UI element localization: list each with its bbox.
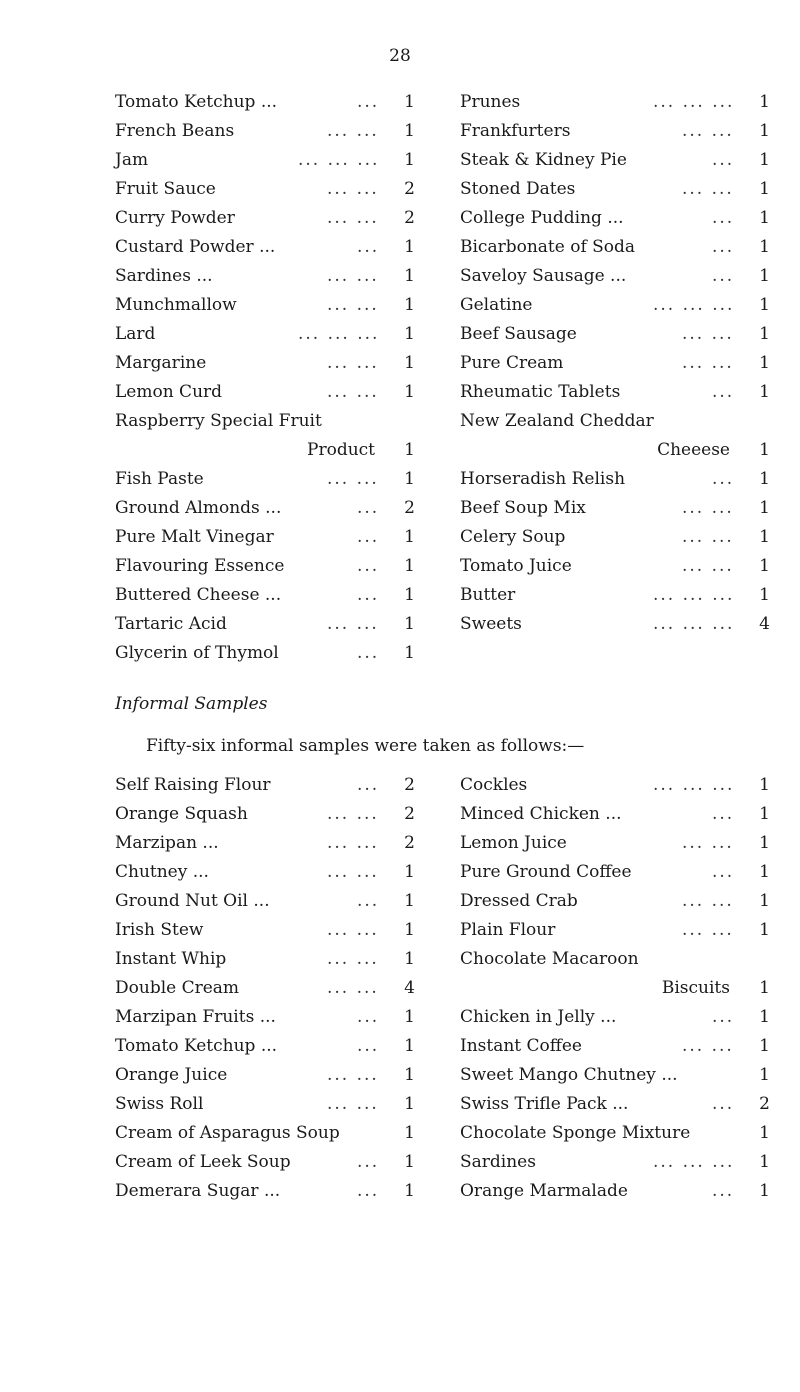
item-count: 1 <box>404 862 415 882</box>
item-name: Raspberry Special Fruit <box>115 411 322 431</box>
item-name: Swiss Trifle Pack ... <box>460 1094 629 1114</box>
item-count: 1 <box>759 121 770 141</box>
item-count: 2 <box>404 498 415 518</box>
leader-dots: ... ... <box>327 295 379 315</box>
list-item <box>460 1032 770 1061</box>
item-count: 1 <box>759 266 770 286</box>
leader-dots: ... ... <box>327 978 379 998</box>
leader-dots: ... ... ... <box>653 92 735 112</box>
item-count: 1 <box>404 527 415 547</box>
list-item <box>115 320 415 349</box>
leader-dots: ... ... <box>327 862 379 882</box>
item-count: 1 <box>759 1007 770 1027</box>
item-count: 1 <box>404 614 415 634</box>
list-item <box>115 204 415 233</box>
list-item <box>460 552 770 581</box>
item-name: Prunes <box>460 92 521 112</box>
item-name: Beef Soup Mix <box>460 498 586 518</box>
list-item <box>460 1119 770 1148</box>
item-count: 1 <box>759 775 770 795</box>
leader-dots: ... ... <box>327 614 379 634</box>
item-name: Lard <box>115 324 156 344</box>
list-item <box>460 945 770 974</box>
item-count: 1 <box>759 1123 770 1143</box>
item-name: Jam <box>115 150 149 170</box>
item-count: 1 <box>759 556 770 576</box>
list-item <box>115 552 415 581</box>
leader-dots: ... <box>357 643 380 663</box>
item-count: 1 <box>404 1065 415 1085</box>
item-count: 1 <box>759 498 770 518</box>
informal-samples-heading: Informal Samples <box>115 694 268 714</box>
list-item <box>460 262 770 291</box>
item-count: 1 <box>759 208 770 228</box>
list-item <box>115 291 415 320</box>
item-name: Gelatine <box>460 295 533 315</box>
item-count: 1 <box>404 1152 415 1172</box>
list-item <box>115 88 415 117</box>
item-name: Stoned Dates <box>460 179 576 199</box>
list-item <box>115 1032 415 1061</box>
list-item <box>460 581 770 610</box>
item-name: Margarine <box>115 353 207 373</box>
item-name: Pure Cream <box>460 353 564 373</box>
leader-dots: ... <box>712 382 735 402</box>
list-item <box>115 436 415 465</box>
item-count: 1 <box>404 353 415 373</box>
item-count: 1 <box>404 949 415 969</box>
item-name: Instant Whip <box>115 949 227 969</box>
informal-samples-intro: Fifty-six informal samples were taken as follows:— <box>146 736 585 756</box>
item-name: Sweet Mango Chutney ... <box>460 1065 678 1085</box>
list-item <box>460 378 770 407</box>
item-name: Cream of Asparagus Soup <box>115 1123 340 1143</box>
list-item <box>460 858 770 887</box>
item-count: 1 <box>404 1181 415 1201</box>
leader-dots: ... <box>712 266 735 286</box>
list-item <box>115 945 415 974</box>
list-item <box>460 1090 770 1119</box>
list-item <box>460 771 770 800</box>
leader-dots: ... ... <box>682 498 734 518</box>
item-count: 1 <box>759 1152 770 1172</box>
list-item <box>460 320 770 349</box>
list-item <box>460 146 770 175</box>
item-name: Sweets <box>460 614 522 634</box>
item-name: Buttered Cheese ... <box>115 585 282 605</box>
leader-dots: ... ... <box>327 1065 379 1085</box>
leader-dots: ... ... <box>682 556 734 576</box>
leader-dots: ... <box>357 92 380 112</box>
item-name: New Zealand Cheddar <box>460 411 654 431</box>
leader-dots: ... ... ... <box>653 614 735 634</box>
list-item <box>115 887 415 916</box>
list-item <box>115 639 415 668</box>
list-item <box>115 146 415 175</box>
list-item <box>115 1061 415 1090</box>
item-name: Munchmallow <box>115 295 237 315</box>
item-count: 1 <box>759 469 770 489</box>
item-name: Demerara Sugar ... <box>115 1181 281 1201</box>
item-count: 1 <box>759 353 770 373</box>
item-count: 1 <box>404 1094 415 1114</box>
leader-dots: ... <box>712 237 735 257</box>
formal-samples-left-column <box>115 88 415 668</box>
leader-dots: ... ... <box>327 353 379 373</box>
item-count: 1 <box>404 1007 415 1027</box>
item-name: Self Raising Flour <box>115 775 271 795</box>
item-name: College Pudding ... <box>460 208 624 228</box>
leader-dots: ... <box>712 1181 735 1201</box>
item-count: 2 <box>404 804 415 824</box>
leader-dots: ... ... ... <box>298 324 380 344</box>
item-name: Tartaric Acid <box>115 614 227 634</box>
item-count: 1 <box>759 1065 770 1085</box>
item-name: Custard Powder ... <box>115 237 276 257</box>
item-name: Tomato Juice <box>460 556 572 576</box>
leader-dots: ... <box>357 498 380 518</box>
list-item <box>460 436 770 465</box>
item-count: 1 <box>759 585 770 605</box>
list-item <box>115 610 415 639</box>
leader-dots: ... ... ... <box>653 775 735 795</box>
leader-dots: ... ... <box>682 179 734 199</box>
leader-dots: ... <box>712 469 735 489</box>
leader-dots: ... ... <box>682 121 734 141</box>
list-item <box>115 800 415 829</box>
item-count: 1 <box>759 179 770 199</box>
list-item <box>460 291 770 320</box>
item-count: 1 <box>404 891 415 911</box>
item-name: Marzipan Fruits ... <box>115 1007 276 1027</box>
leader-dots: ... ... <box>327 804 379 824</box>
item-name: Beef Sausage <box>460 324 577 344</box>
list-item <box>115 378 415 407</box>
item-count: 2 <box>404 208 415 228</box>
list-item <box>460 204 770 233</box>
list-item <box>460 1061 770 1090</box>
leader-dots: ... ... <box>327 266 379 286</box>
leader-dots: ... <box>357 775 380 795</box>
list-item <box>115 858 415 887</box>
item-name: Orange Juice <box>115 1065 228 1085</box>
leader-dots: ... <box>357 527 380 547</box>
item-name: Curry Powder <box>115 208 235 228</box>
item-count: 1 <box>404 556 415 576</box>
leader-dots: ... <box>712 1094 735 1114</box>
item-count: 1 <box>404 643 415 663</box>
list-item <box>460 349 770 378</box>
item-count: 2 <box>404 833 415 853</box>
item-name: Pure Malt Vinegar <box>115 527 274 547</box>
item-name: Biscuits <box>661 978 730 998</box>
item-count: 2 <box>404 775 415 795</box>
list-item <box>115 1177 415 1206</box>
item-count: 1 <box>759 804 770 824</box>
list-item <box>460 88 770 117</box>
item-name: Chicken in Jelly ... <box>460 1007 617 1027</box>
list-item <box>115 262 415 291</box>
item-name: Product <box>307 440 375 460</box>
item-name: Cockles <box>460 775 528 795</box>
item-name: Horseradish Relish <box>460 469 626 489</box>
item-count: 1 <box>404 121 415 141</box>
list-item <box>460 494 770 523</box>
item-count: 1 <box>404 382 415 402</box>
item-name: Minced Chicken ... <box>460 804 622 824</box>
item-name: Flavouring Essence <box>115 556 285 576</box>
leader-dots: ... <box>357 1007 380 1027</box>
item-count: 1 <box>404 920 415 940</box>
leader-dots: ... <box>712 150 735 170</box>
item-name: Sardines <box>460 1152 536 1172</box>
leader-dots: ... ... <box>327 949 379 969</box>
item-count: 1 <box>759 1181 770 1201</box>
item-name: Orange Marmalade <box>460 1181 628 1201</box>
item-count: 4 <box>404 978 415 998</box>
item-name: Double Cream <box>115 978 240 998</box>
leader-dots: ... ... <box>327 179 379 199</box>
item-name: Chocolate Macaroon <box>460 949 639 969</box>
list-item <box>460 175 770 204</box>
item-name: Cream of Leek Soup <box>115 1152 291 1172</box>
list-item <box>460 887 770 916</box>
list-item <box>115 581 415 610</box>
leader-dots: ... <box>712 862 735 882</box>
informal-samples-right-column <box>460 771 770 1206</box>
leader-dots: ... ... <box>682 891 734 911</box>
item-count: 1 <box>404 324 415 344</box>
item-name: Tomato Ketchup ... <box>115 92 278 112</box>
leader-dots: ... <box>712 804 735 824</box>
item-name: Marzipan ... <box>115 833 219 853</box>
list-item <box>115 974 415 1003</box>
informal-samples-left-column <box>115 771 415 1206</box>
list-item <box>115 117 415 146</box>
page-number: 28 <box>389 46 411 66</box>
item-name: Tomato Ketchup ... <box>115 1036 278 1056</box>
item-count: 1 <box>759 324 770 344</box>
item-name: Ground Nut Oil ... <box>115 891 270 911</box>
leader-dots: ... <box>357 556 380 576</box>
item-name: Rheumatic Tablets <box>460 382 621 402</box>
leader-dots: ... ... <box>682 920 734 940</box>
item-count: 2 <box>404 179 415 199</box>
leader-dots: ... ... <box>327 469 379 489</box>
list-item <box>460 117 770 146</box>
item-count: 1 <box>404 266 415 286</box>
list-item <box>115 494 415 523</box>
list-item <box>115 233 415 262</box>
list-item <box>115 465 415 494</box>
item-count: 1 <box>759 382 770 402</box>
list-item <box>115 1119 415 1148</box>
item-name: Glycerin of Thymol <box>115 643 279 663</box>
list-item <box>115 829 415 858</box>
leader-dots: ... ... <box>682 324 734 344</box>
leader-dots: ... <box>712 208 735 228</box>
list-item <box>115 175 415 204</box>
item-name: Lemon Curd <box>115 382 223 402</box>
list-item <box>115 1090 415 1119</box>
leader-dots: ... ... <box>682 1036 734 1056</box>
item-count: 2 <box>759 1094 770 1114</box>
item-count: 1 <box>759 150 770 170</box>
item-count: 1 <box>759 833 770 853</box>
list-item <box>460 974 770 1003</box>
item-name: Fruit Sauce <box>115 179 216 199</box>
item-count: 1 <box>404 295 415 315</box>
leader-dots: ... <box>357 1036 380 1056</box>
item-name: Orange Squash <box>115 804 248 824</box>
item-count: 1 <box>759 862 770 882</box>
item-name: Instant Coffee <box>460 1036 582 1056</box>
item-name: Irish Stew <box>115 920 204 940</box>
item-name: Pure Ground Coffee <box>460 862 632 882</box>
item-count: 1 <box>404 92 415 112</box>
item-count: 1 <box>404 440 415 460</box>
item-count: 1 <box>404 585 415 605</box>
item-name: Lemon Juice <box>460 833 567 853</box>
leader-dots: ... ... <box>327 1094 379 1114</box>
item-count: 1 <box>759 295 770 315</box>
item-name: Steak & Kidney Pie <box>460 150 627 170</box>
leader-dots: ... <box>712 1007 735 1027</box>
leader-dots: ... ... <box>327 121 379 141</box>
list-item <box>115 1148 415 1177</box>
list-item <box>115 1003 415 1032</box>
leader-dots: ... <box>357 1181 380 1201</box>
item-count: 1 <box>759 527 770 547</box>
list-item <box>460 523 770 552</box>
list-item <box>460 1148 770 1177</box>
leader-dots: ... ... <box>682 527 734 547</box>
leader-dots: ... ... ... <box>653 295 735 315</box>
item-count: 1 <box>759 440 770 460</box>
list-item <box>460 233 770 262</box>
leader-dots: ... <box>357 585 380 605</box>
item-count: 4 <box>759 614 770 634</box>
list-item <box>460 916 770 945</box>
leader-dots: ... ... <box>327 208 379 228</box>
leader-dots: ... ... <box>682 353 734 373</box>
list-item <box>115 407 415 436</box>
item-count: 1 <box>759 237 770 257</box>
list-item <box>460 407 770 436</box>
item-count: 1 <box>404 469 415 489</box>
item-name: Fish Paste <box>115 469 204 489</box>
leader-dots: ... ... <box>682 833 734 853</box>
item-name: Dressed Crab <box>460 891 578 911</box>
item-name: Celery Soup <box>460 527 566 547</box>
formal-samples-right-column <box>460 88 770 639</box>
list-item <box>460 610 770 639</box>
item-name: Swiss Roll <box>115 1094 204 1114</box>
leader-dots: ... <box>357 1152 380 1172</box>
item-name: Butter <box>460 585 516 605</box>
leader-dots: ... <box>357 891 380 911</box>
item-name: Chocolate Sponge Mixture <box>460 1123 691 1143</box>
item-name: French Beans <box>115 121 235 141</box>
item-count: 1 <box>759 920 770 940</box>
list-item <box>460 1177 770 1206</box>
item-count: 1 <box>404 1036 415 1056</box>
list-item <box>460 800 770 829</box>
item-count: 1 <box>404 237 415 257</box>
item-name: Ground Almonds ... <box>115 498 282 518</box>
list-item <box>460 829 770 858</box>
leader-dots: ... ... ... <box>653 1152 735 1172</box>
item-name: Sardines ... <box>115 266 213 286</box>
item-name: Cheeese <box>657 440 730 460</box>
leader-dots: ... ... <box>327 920 379 940</box>
leader-dots: ... ... <box>327 382 379 402</box>
item-name: Frankfurters <box>460 121 571 141</box>
leader-dots: ... <box>357 237 380 257</box>
list-item <box>115 349 415 378</box>
item-count: 1 <box>404 150 415 170</box>
list-item <box>115 523 415 552</box>
leader-dots: ... ... <box>327 833 379 853</box>
item-name: Saveloy Sausage ... <box>460 266 627 286</box>
list-item <box>460 465 770 494</box>
item-name: Plain Flour <box>460 920 556 940</box>
leader-dots: ... ... ... <box>653 585 735 605</box>
item-count: 1 <box>759 891 770 911</box>
item-name: Bicarbonate of Soda <box>460 237 636 257</box>
list-item <box>115 916 415 945</box>
item-count: 1 <box>759 978 770 998</box>
item-count: 1 <box>404 1123 415 1143</box>
leader-dots: ... ... ... <box>298 150 380 170</box>
list-item <box>460 1003 770 1032</box>
item-count: 1 <box>759 1036 770 1056</box>
item-name: Chutney ... <box>115 862 209 882</box>
item-count: 1 <box>759 92 770 112</box>
list-item <box>115 771 415 800</box>
